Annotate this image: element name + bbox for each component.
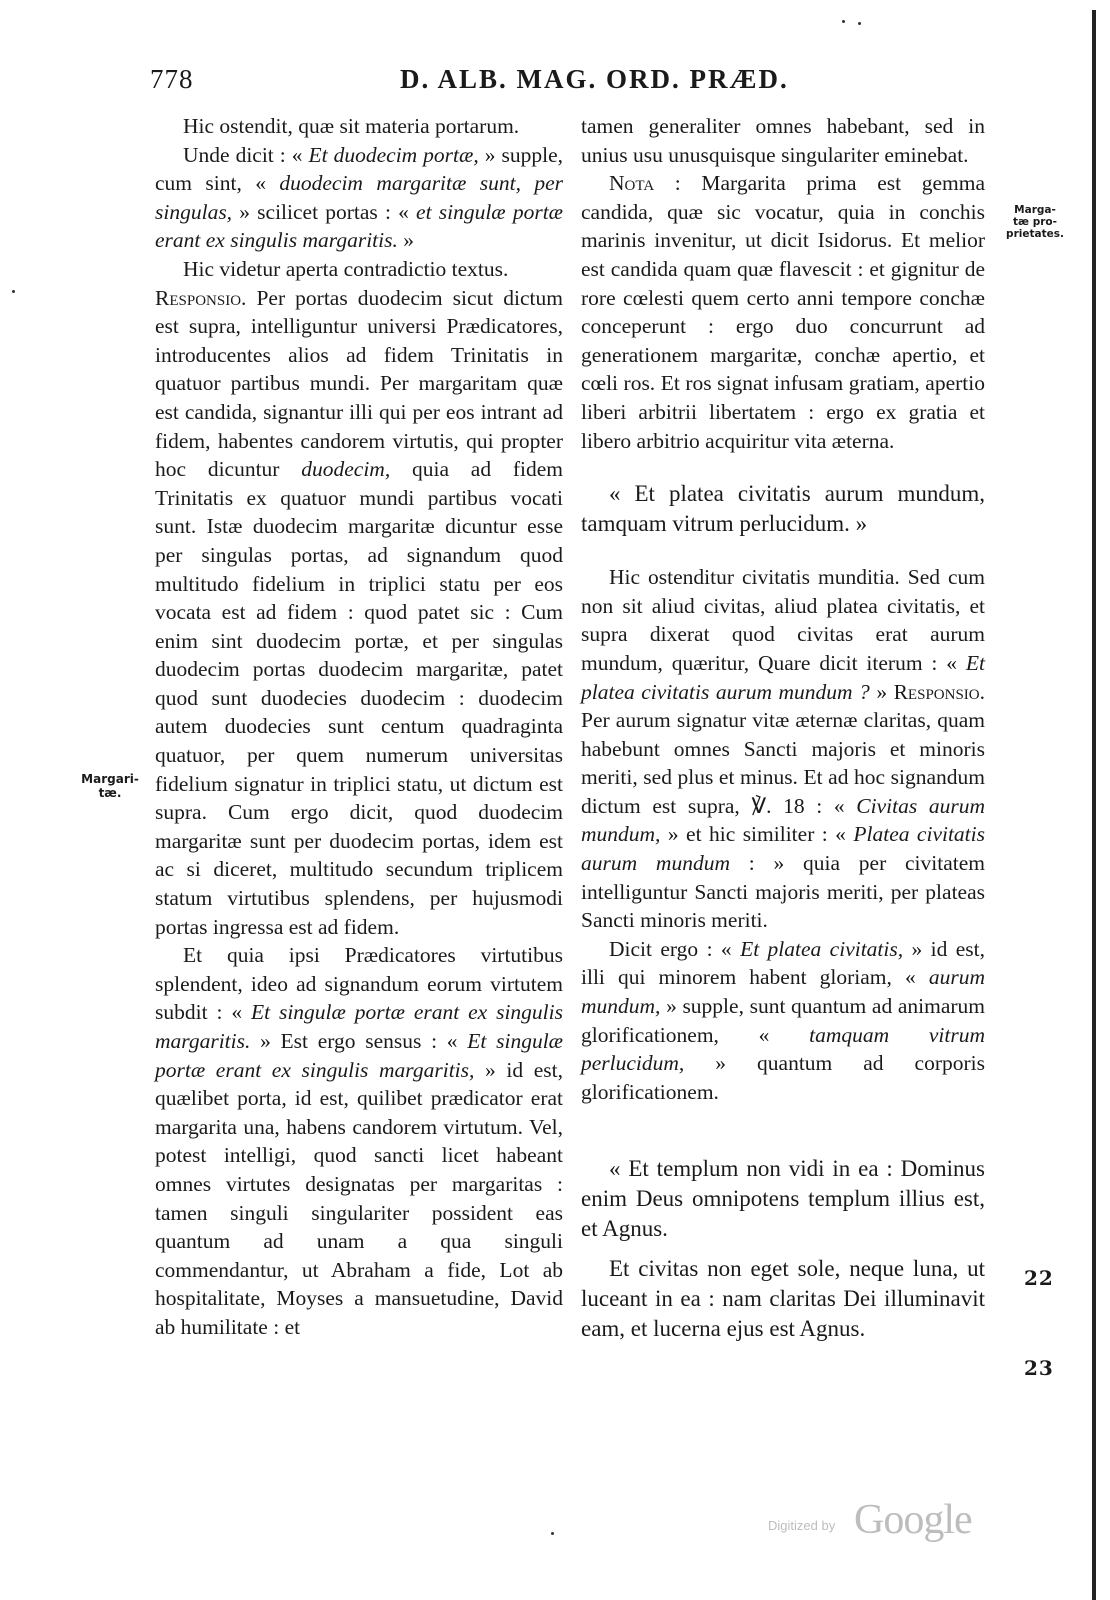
paragraph: tamen generaliter omnes habebant, sed in unius usu unusquisque singulariter eminebat. [581, 114, 985, 167]
paragraph: Et quia ipsi Prædicatores virtutibus splendent, ideo ad signandum eorum virtutem subdit : « Et singulæ portæ erant ex singulis margaritis. » Est ergo sensus : « Et singulæ portæ erant ex singulis margaritis, » id est, quælibet porta, id est, quilibet prædicator erat margarita una, habens candorem virtutum. Vel, potest intelligi, quod sancti licet habeant omnes virtutes designatas per margaritas : tamen singuli singulariter possident eas quantum ad unam a qua singuli commendantur, ut Abraham a fide, Lot ab hospitalitate, Moyses a mansuetudine, David ab humilitate : et [155, 943, 564, 1339]
paragraph: Hic videtur aperta contradictio textus. [183, 256, 509, 281]
digitized-by-google-watermark [768, 1497, 988, 1546]
right-column [581, 112, 985, 1344]
running-title: D. ALB. MAG. ORD. PRÆD. [400, 64, 789, 94]
margin-note-right: Marga- tæ pro- prietates. [1006, 204, 1064, 240]
paragraph: Nota : Margarita prima est gemma candida, quæ sic vocatur, quia in conchis marinis invenitur, ut dicit Isidorus. Et melior est candida quam quæ flavescit : et gignitur de rore cœlesti quem certo anni tempore conchæ conceperunt : ergo duo concurrunt ad generationem margaritæ, conchæ apertio, et cœli ros. Et ros signat infusam gratiam, apertio liberi arbitrii libertatem : ergo ex gratia et libero arbitrio acquiritur vita æterna. [581, 171, 985, 453]
page-edge-rule [1092, 10, 1096, 1600]
scan-speck [842, 20, 845, 23]
verse-number: 23 [1024, 1356, 1054, 1380]
scripture-lemma: Et civitas non eget sole, neque luna, ut luceant in ea : nam claritas Dei illuminavit eam, et lucerna ejus est Agnus. [581, 1256, 985, 1342]
watermark-small-text: Digitized by [768, 1518, 836, 1533]
paragraph: Responsio. Per portas duodecim sicut dictum est supra, intelliguntur universi Prædicatores, introducentes alios ad fidem Trinitatis in quatuor partibus mundi. Per margaritam quæ est candida, signantur illi qui per eos intrant ad fidem, habentes candorem virtutis, qui propter hoc dicuntur duodecim, quia ad fidem Trinitatis ex quatuor mundi partibus vocati sunt. Istæ duodecim margaritæ dicuntur esse per singulas portas, ad signandum quod multitudo fidelium in triplici statu per eos vocata est ad fidem : quod patet sic : Cum enim sint duodecim portæ, et per singulas duodecim portas duodecim margaritæ, patet quod sunt duodecies duodecim : duodecim autem duodecies sunt centum quadraginta quatuor, per quem numerum universitas fidelium signatur in triplici statu, ut dictum est supra. Cum ergo dicit, quod duodecim margaritæ sunt per duodecim portas, idem est ac si diceret, multitudo secundum triplicem statum virtutibus splendens, per hujusmodi portas ingressa est ad fidem. [155, 285, 563, 939]
scripture-lemma: « Et templum non vidi in ea : Dominus enim Deus omnipotens templum illius est, et Agnus. [581, 1156, 985, 1242]
page-header [150, 64, 980, 100]
margin-note-left: Margari- tæ. [81, 772, 139, 800]
scan-speck [858, 22, 861, 25]
paragraph: Hic ostendit, quæ sit materia portarum. [183, 114, 520, 138]
page-number: 778 [150, 64, 194, 94]
left-column [155, 112, 563, 1342]
paragraph: Dicit ergo : « Et platea civitatis, » id est, illi qui minorem habent gloriam, « aurum mundum, » supple, sunt quantum ad animarum glorificationem, « tamquam vitrum perlucidum, » quantum ad corporis glorificationem. [581, 936, 986, 1104]
verse-number: 22 [1024, 1266, 1054, 1290]
scripture-lemma: « Et platea civitatis aurum mundum, tamquam vitrum perlucidum. » [581, 481, 985, 537]
google-logo: Google [854, 1497, 972, 1543]
paragraph: Hic ostenditur civitatis munditia. Sed cum non sit aliud civitas, aliud platea civitatis, et supra dixerat quod civitas erat aurum mundum, quæritur, Quare dicit iterum : « Et platea civitatis aurum mundum ? » Responsio. Per aurum signatur vitæ æternæ claritas, quam habebunt omnes Sancti majoris et minoris meriti, sed plus et minus. Et ad hoc signandum dictum est supra, ℣. 18 : « Civitas aurum mundum, » et hic similiter : « Platea civitatis aurum mundum : » quia per civitatem intelliguntur Sancti majoris meriti, per plateas Sancti minoris meriti. [581, 565, 985, 933]
paragraph: Unde dicit : « Et duodecim portæ, » supple, cum sint, « duodecim margaritæ sunt, per singulas, » scilicet portas : « et singulæ portæ erant ex singulis margaritis. » [155, 142, 564, 253]
scan-speck [12, 290, 15, 293]
scan-speck [551, 1532, 554, 1535]
